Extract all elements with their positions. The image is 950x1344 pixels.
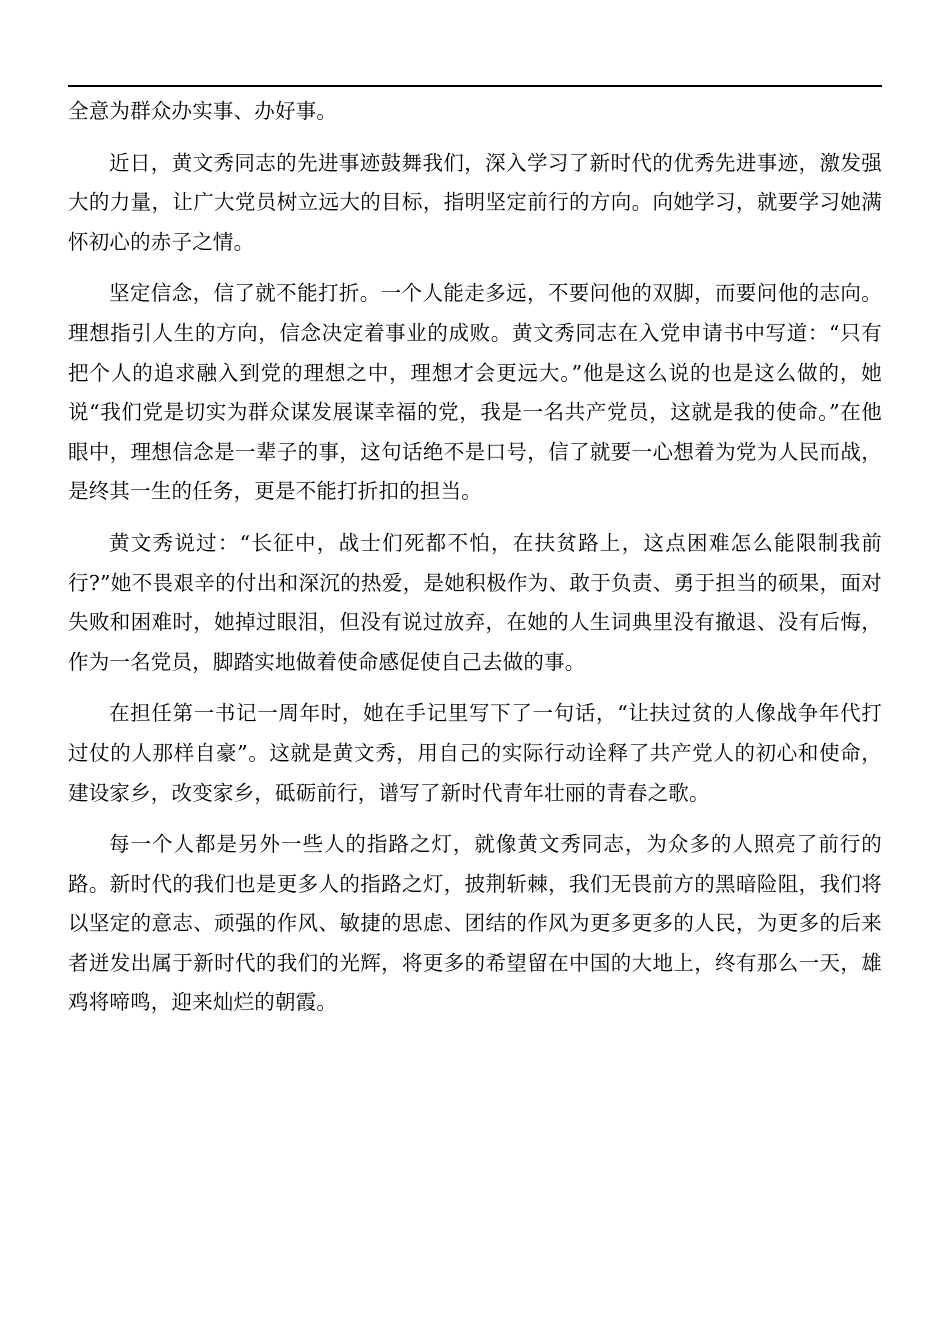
paragraph-firm-belief: 坚定信念，信了就不能打折。一个人能走多远，不要问他的双脚，而要问他的志向。理想指引人生的方向，信念决定着事业的成败。黄文秀同志在入党申请书中写道：“只有把个人的追求融入到党的理想之中，理想才会更远大。”他是这么说的也是这么做的，她说“我们党是切实为群众谋发展谋幸福的党，我是一名共产党员，这就是我的使命。”在他眼中，理想信念是一辈子的事，这句话绝不是口号，信了就要一心想着为党为人民而战，是终其一生的任务，更是不能打折扣的担当。 <box>68 281 882 504</box>
document-body <box>68 92 882 1023</box>
header-rule <box>68 85 882 87</box>
paragraph-continuation: 全意为群众办实事、办好事。 <box>68 99 338 123</box>
paragraph-first-secretary: 在担任第一书记一周年时，她在手记里写下了一句话，“让扶过贫的人像战争年代打过仗的人那样自豪”。这就是黄文秀，用自己的实际行动诠释了共产党人的初心和使命，建设家乡，改变家乡，砥砺前行，谱写了新时代青年壮丽的青春之歌。 <box>68 701 882 805</box>
paragraph-huang-wenxiu-intro: 近日，黄文秀同志的先进事迹鼓舞我们，深入学习了新时代的优秀先进事迹，激发强大的力量，让广大党员树立远大的目标，指明坚定前行的方向。向她学习，就要学习她满怀初心的赤子之情。 <box>68 150 882 254</box>
paragraph-long-march-quote: 黄文秀说过：“长征中，战士们死都不怕，在扶贫路上，这点困难怎么能限制我前行?”她不畏艰辛的付出和深沉的热爱，是她积极作为、敢于负责、勇于担当的硕果，面对失败和困难时，她掉过眼泪，但没有说过放弃，在她的人生词典里没有撤退、没有后悔，作为一名党员，脚踏实地做着使命感促使自己去做的事。 <box>68 530 882 674</box>
paragraph-guiding-light: 每一个人都是另外一些人的指路之灯，就像黄文秀同志，为众多的人照亮了前行的路。新时代的我们也是更多人的指路之灯，披荆斩棘，我们无畏前方的黑暗险阻，我们将以坚定的意志、顽强的作风、敏捷的思虑、团结的作风为更多更多的人民，为更多的后来者迸发出属于新时代的我们的光辉，将更多的希望留在中国的大地上，终有那么一天，雄鸡将啼鸣，迎来灿烂的朝霞。 <box>68 832 882 1015</box>
